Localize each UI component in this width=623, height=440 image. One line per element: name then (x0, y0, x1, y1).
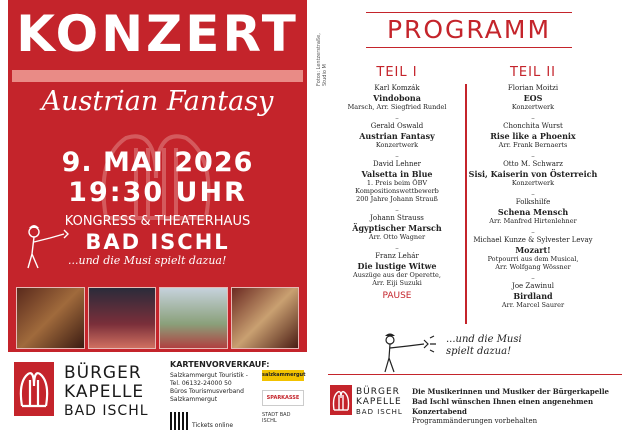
sponsor-sparkasse: SPARKASSE (262, 390, 304, 406)
piece-separator: – (531, 228, 535, 236)
piece-composer: Folkshilfe (515, 198, 551, 206)
piece-title: Sisi, Kaiserin von Österreich (468, 169, 598, 179)
poster-subtitle: Austrian Fantasy (41, 86, 274, 117)
tickets-online-link[interactable]: Tickets online (192, 422, 234, 429)
program-piece (468, 160, 598, 187)
piece-separator: – (395, 152, 399, 160)
org-line-2: KAPELLE (64, 382, 145, 402)
part-1-list (332, 84, 462, 287)
piece-separator: – (531, 274, 535, 282)
poster-time: 19:30 UHR (68, 177, 247, 208)
piece-composer: Karl Komzák (374, 84, 420, 92)
piece-composer: David Lehner (373, 160, 421, 168)
piece-info: Marsch, Arr. Siegfried Rundel (347, 103, 447, 111)
sales-line: Salzkammergut Touristik - (170, 372, 248, 379)
piece-title: Mozart! (515, 245, 551, 255)
piece-title: Ägyptischer Marsch (352, 223, 442, 233)
program-piece (332, 214, 462, 241)
program-piece (332, 84, 462, 111)
footer-org-name (356, 387, 403, 417)
program-piece (332, 252, 462, 287)
org-line-2: KAPELLE (356, 397, 402, 407)
piece-separator: – (531, 152, 535, 160)
program-piece (332, 160, 462, 203)
piece-info: Kompositionswettbewerb (355, 187, 439, 195)
program-piece (468, 282, 598, 309)
piece-info: Potpourri aus dem Musical, (487, 255, 579, 263)
buergerkapelle-logo-icon (14, 362, 54, 416)
photo-credit: Fotos: Lentzerstraße, Studio M (316, 33, 328, 86)
piece-title: Rise like a Phoenix (490, 131, 576, 141)
piece-title: Valsetta in Blue (361, 169, 433, 179)
qr-code-icon[interactable] (170, 412, 188, 430)
piece-separator: – (395, 114, 399, 122)
piece-info: Arr. Frank Bernaerts (498, 141, 568, 149)
part-2-heading: TEIL II (509, 65, 557, 80)
sales-title: KARTENVORVERKAUF: (170, 360, 270, 369)
org-line-3: BAD ISCHL (356, 408, 403, 416)
piece-composer: Florian Moitzi (507, 84, 559, 92)
program-piece (468, 198, 598, 225)
poster-org-name (64, 364, 149, 421)
piece-title: Austrian Fantasy (359, 131, 435, 141)
piece-title: Schena Mensch (497, 207, 569, 217)
sponsor-salzkammergut: salzkammergut (262, 370, 304, 381)
piece-info: Arr. Marcel Saurer (501, 301, 565, 309)
program-piece (332, 122, 462, 149)
piece-title: Die lustige Witwe (357, 261, 437, 271)
poster-footer (8, 352, 307, 440)
poster-date: 9. MAI 2026 (61, 147, 254, 178)
piece-info: 200 Jahre Johann Strauß (356, 195, 438, 203)
piece-info: Arr. Wolfgang Wössner (495, 263, 571, 271)
photo-band-outdoor (159, 287, 228, 349)
program-part-1 (332, 64, 462, 301)
part-1-heading: TEIL I (376, 65, 418, 80)
piece-title: Vindobona (373, 93, 421, 103)
program-piece (468, 84, 598, 111)
piece-separator: – (395, 244, 399, 252)
program-piece (468, 122, 598, 149)
poster-slogan: ...und die Musi spielt dazua! (68, 254, 227, 267)
sales-line: Büros Tourismusverband (170, 388, 244, 395)
piece-title: Birdland (513, 291, 553, 301)
piece-separator: – (395, 206, 399, 214)
piece-info: Auszüge aus der Operette, (353, 271, 441, 279)
piece-composer: Chonchita Wurst (503, 122, 563, 130)
org-line-3: BAD ISCHL (64, 403, 149, 419)
program-part-2 (468, 64, 598, 312)
piece-composer: Joe Zawinul (512, 282, 554, 290)
piece-composer: Michael Kunze & Sylvester Levay (473, 236, 593, 244)
footer-thanks (412, 387, 622, 426)
pink-bar (12, 70, 303, 82)
piece-info: Arr. Manfred Hirtenlehner (489, 217, 577, 225)
sponsor-stadt-bad-ischl: STADT BAD ISCHL (262, 412, 291, 424)
photo-band-players (231, 287, 300, 349)
part-2-list (468, 84, 598, 309)
photo-band-brass (16, 287, 85, 349)
trumpet-player-icon (20, 222, 70, 272)
piece-separator: – (531, 114, 535, 122)
org-line-1: BÜRGER (64, 363, 142, 383)
sales-info (170, 372, 256, 404)
program-slogan: ...und die Musi spielt dazua! (446, 334, 522, 357)
piece-title: EOS (523, 93, 543, 103)
poster-title: KONZERT (16, 5, 299, 63)
piece-info: Arr. Eiji Suzuki (372, 279, 422, 287)
column-divider (465, 84, 467, 324)
pause-label: PAUSE (382, 291, 412, 301)
footer-note: Programmänderungen vorbehalten (412, 417, 538, 425)
trumpet-player-icon (378, 330, 438, 374)
photo-band-stage (88, 287, 157, 349)
piece-info: Konzertwerk (511, 103, 555, 111)
poster-venue-line2: BAD ISCHL (85, 230, 230, 254)
piece-composer: Otto M. Schwarz (503, 160, 563, 168)
piece-info: Konzertwerk (375, 141, 419, 149)
buergerkapelle-logo-icon (330, 385, 352, 415)
org-line-1: BÜRGER (356, 387, 400, 397)
program-piece (468, 236, 598, 271)
piece-info: Konzertwerk (511, 179, 555, 187)
piece-separator: – (531, 190, 535, 198)
piece-composer: Franz Lehár (375, 252, 419, 260)
piece-composer: Johann Strauss (370, 214, 424, 222)
sales-line: Salzkammergut (170, 396, 218, 403)
photo-strip (16, 287, 299, 349)
piece-composer: Gerald Oswald (370, 122, 424, 130)
piece-info: 1. Preis beim ÖBV (366, 179, 428, 187)
program-footer (312, 375, 623, 440)
footer-thanks-text: Die Musikerinnen und Musiker der Bürgerkapelle Bad Ischl wünschen Ihnen einen angenehmen Konzertabend (412, 387, 609, 416)
poster-venue-line1: KONGRESS & THEATERHAUS (64, 214, 251, 229)
piece-info: Arr. Otto Wagner (368, 233, 426, 241)
program-title: PROGRAMM (366, 12, 572, 48)
sales-line: Tel. 06132-24000 50 (170, 380, 232, 387)
